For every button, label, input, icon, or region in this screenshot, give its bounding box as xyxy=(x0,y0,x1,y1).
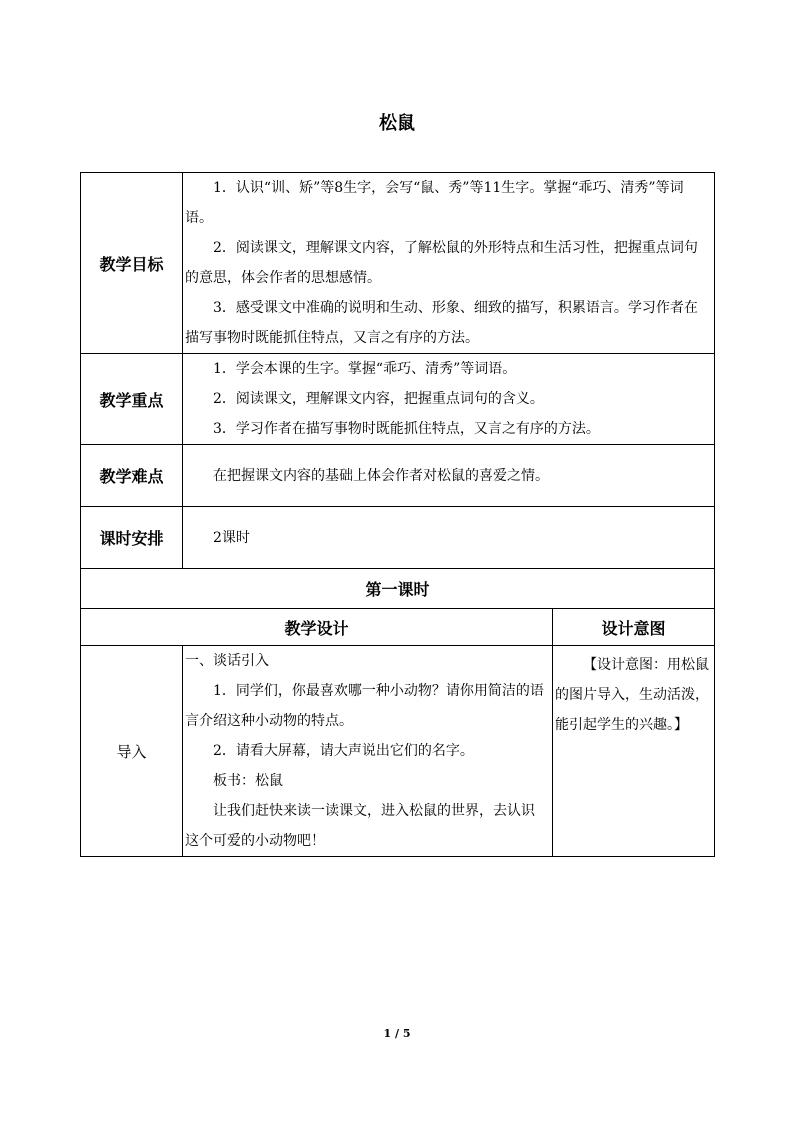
key-points-row xyxy=(81,354,715,445)
schedule-text: 2课时 xyxy=(213,529,250,546)
difficulties-content xyxy=(183,445,715,507)
intro-line: 板书：松鼠 xyxy=(213,773,283,789)
column-header-row xyxy=(81,609,715,646)
objectives-content xyxy=(183,173,715,354)
key-point-item: 1．学会本课的生字。掌握“乖巧、清秀”等词语。 xyxy=(213,361,517,377)
schedule-row xyxy=(81,507,715,569)
intro-intent xyxy=(553,646,715,857)
key-point-item: 3．学习作者在描写事物时既能抓住特点，又言之有序的方法。 xyxy=(213,421,600,437)
page-number: 1 / 5 xyxy=(383,1027,411,1040)
intro-line: 让我们赶快来读一读课文，进入松鼠的世界，去认识这个可爱的小动物吧！ xyxy=(185,803,535,849)
schedule-label: 课时安排 xyxy=(81,507,183,569)
intro-row xyxy=(81,646,715,857)
intro-heading: 一、谈话引入 xyxy=(185,653,269,669)
intro-content xyxy=(183,646,553,857)
intro-line: 1．同学们，你最喜欢哪一种小动物？请你用简洁的语言介绍这种小动物的特点。 xyxy=(185,683,544,729)
lesson-heading: 第一课时 xyxy=(81,569,715,609)
difficulties-row xyxy=(81,445,715,507)
difficulties-label: 教学难点 xyxy=(81,445,183,507)
schedule-content xyxy=(183,507,715,569)
objective-item: 2．阅读课文，理解课文内容，了解松鼠的外形特点和生活习性，把握重点词句的意思，体会作者的思想感情。 xyxy=(185,240,698,286)
intro-label: 导入 xyxy=(81,646,183,857)
difficulties-text: 在把握课文内容的基础上体会作者对松鼠的喜爱之情。 xyxy=(213,467,549,484)
intent-header: 设计意图 xyxy=(553,609,715,646)
key-points-label: 教学重点 xyxy=(81,354,183,445)
page-title: 松鼠 xyxy=(379,113,415,134)
lesson-heading-row xyxy=(81,569,715,609)
key-points-content xyxy=(183,354,715,445)
design-header: 教学设计 xyxy=(81,609,553,646)
intro-line: 2．请看大屏幕，请大声说出它们的名字。 xyxy=(213,743,474,759)
objective-item: 3．感受课文中准确的说明和生动、形象、细致的描写，积累语言。学习作者在描写事物时既能抓住特点，又言之有序的方法。 xyxy=(185,300,698,346)
intro-intent-text: 【设计意图：用松鼠的图片导入，生动活泼，能引起学生的兴趣。】 xyxy=(555,657,709,733)
key-point-item: 2．阅读课文，理解课文内容，把握重点词句的含义。 xyxy=(213,391,544,407)
objectives-label: 教学目标 xyxy=(81,173,183,354)
lesson-plan-table xyxy=(80,172,715,857)
objectives-row xyxy=(81,173,715,354)
objective-item: 1．认识“训、矫”等8生字，会写“鼠、秀”等11生字。掌握“乖巧、清秀”等词语。 xyxy=(185,180,684,226)
